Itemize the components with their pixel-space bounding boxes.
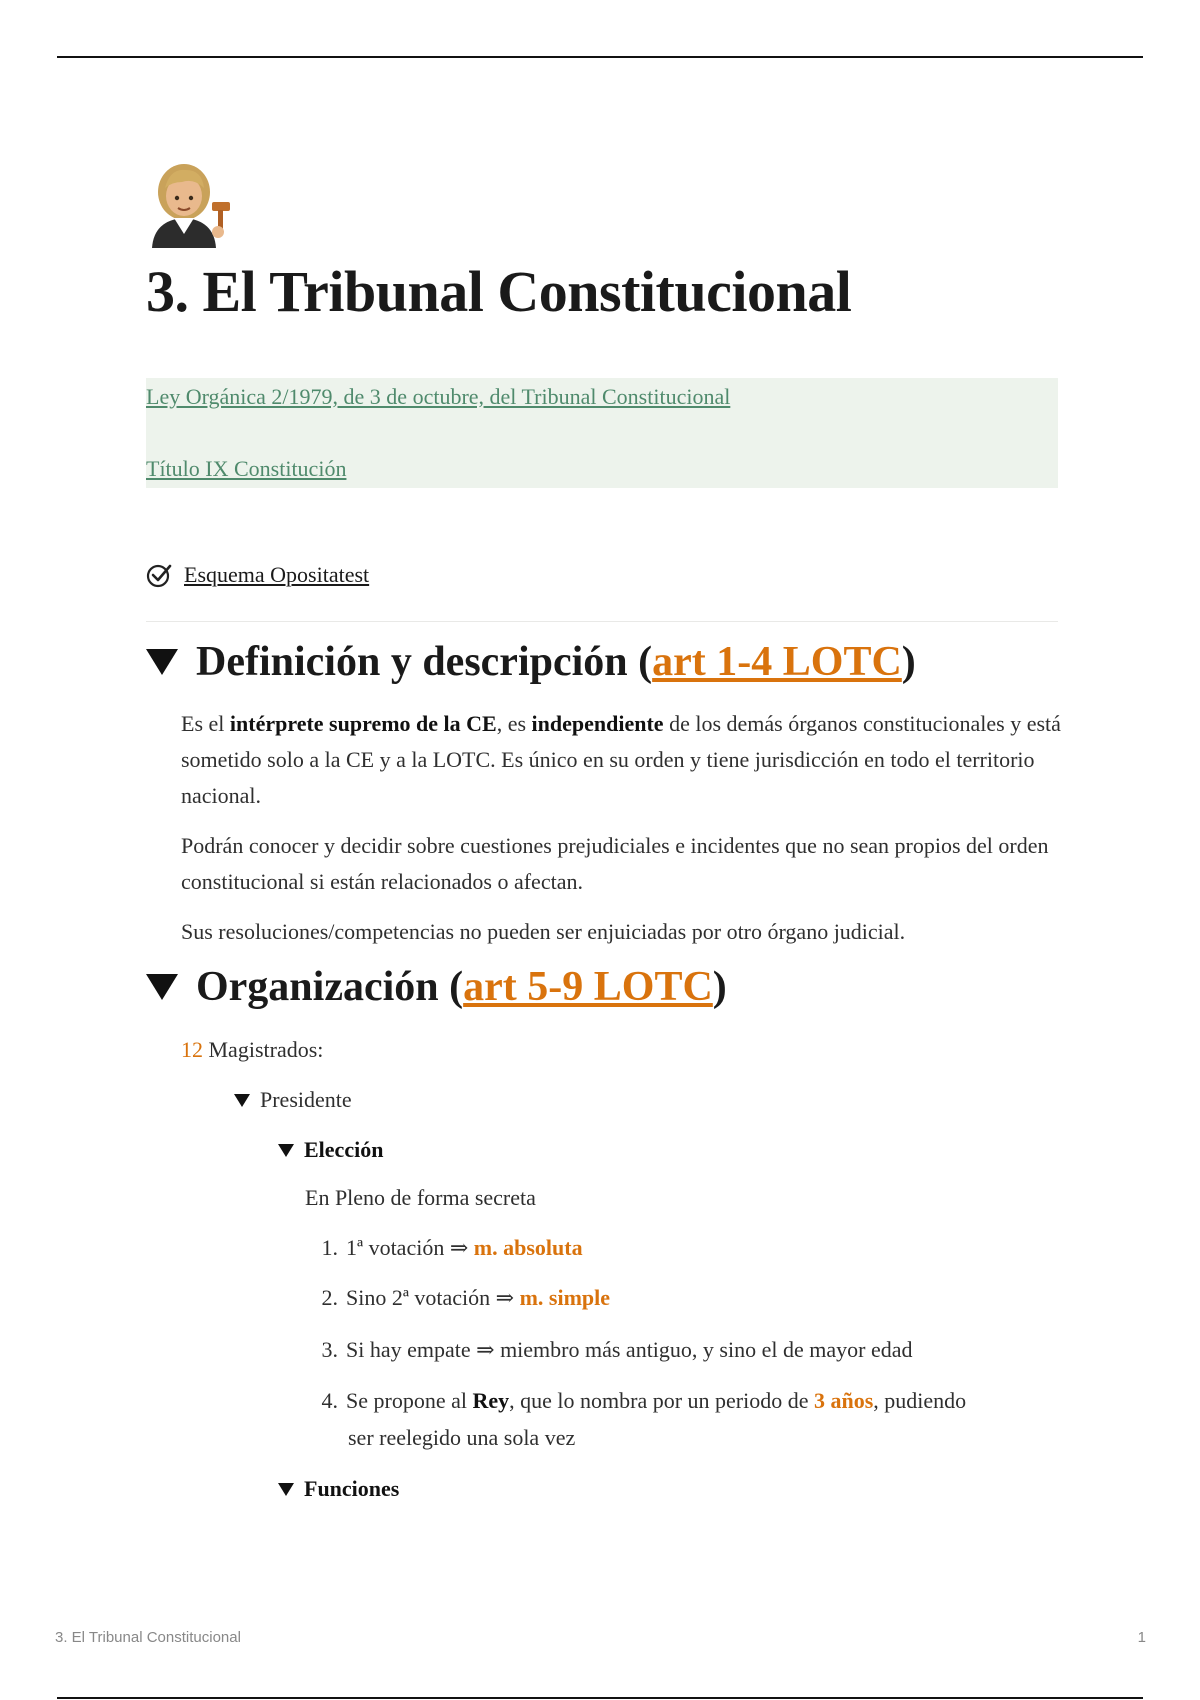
pleno-text: En Pleno de forma secreta bbox=[305, 1185, 536, 1210]
esquema-link[interactable] bbox=[146, 562, 369, 588]
page-title: 3. El Tribunal Constitucional bbox=[146, 259, 852, 324]
titulo-ix-link[interactable]: Título IX Constitución bbox=[146, 456, 347, 481]
footer-title: 3. El Tribunal Constitucional bbox=[55, 1629, 241, 1646]
eleccion-label: Elección bbox=[304, 1137, 384, 1162]
check-circle-icon bbox=[146, 562, 172, 588]
esquema-label: Esquema Opositatest bbox=[184, 562, 370, 587]
definicion-paragraph-2: Podrán conocer y decidir sobre cuestiones prejudiciales e incidentes que no sean propios del orden constitucional si están relacionados o afectan. bbox=[181, 833, 1049, 894]
toggle-triangle-icon[interactable] bbox=[234, 1094, 250, 1107]
heading-close-paren: ) bbox=[901, 639, 916, 685]
section-definicion-heading: Definición y descripción ( bbox=[196, 639, 653, 685]
judge-emoji-icon bbox=[146, 158, 236, 248]
references-callout bbox=[146, 378, 1058, 488]
section-organizacion-heading: Organización ( bbox=[196, 964, 464, 1010]
lotc-law-link[interactable]: Ley Orgánica 2/1979, de 3 de octubre, del Tribunal Constitucional bbox=[146, 384, 731, 409]
definicion-paragraph-1: Es el intérprete supremo de la CE, es independiente de los demás órganos constitucionales y está sometido solo a la CE y a la LOTC. Es único en su orden y tiene jurisdicción en todo el territorio nacional. bbox=[181, 711, 1061, 808]
section-definicion-toggle[interactable] bbox=[146, 638, 916, 686]
list-item: 2. Sino 2ª votación ⇒ m. simple bbox=[321, 1285, 611, 1310]
list-item: 4. Se propone al Rey , que lo nombra por un periodo de 3 años , pudiendo bbox=[321, 1388, 967, 1413]
toggle-triangle-icon[interactable] bbox=[146, 974, 178, 1000]
heading-close-paren: ) bbox=[712, 964, 727, 1010]
list-item-continuation: ser reelegido una sola vez bbox=[348, 1425, 576, 1450]
section-organizacion-toggle[interactable] bbox=[146, 963, 727, 1011]
art-5-9-lotc-link[interactable]: art 5-9 LOTC bbox=[463, 964, 713, 1010]
toggle-triangle-icon[interactable] bbox=[278, 1144, 294, 1157]
art-1-4-lotc-link[interactable]: art 1-4 LOTC bbox=[652, 639, 902, 685]
page-number: 1 bbox=[1137, 1629, 1146, 1646]
divider bbox=[146, 621, 1058, 622]
toggle-triangle-icon[interactable] bbox=[146, 649, 178, 675]
funciones-label: Funciones bbox=[304, 1476, 400, 1501]
presidente-toggle[interactable] bbox=[234, 1087, 352, 1113]
magistrados-count: 12 bbox=[181, 1037, 203, 1062]
magistrados-line bbox=[181, 1037, 323, 1063]
list-item: 1. 1ª votación ⇒ m. absoluta bbox=[321, 1235, 583, 1260]
top-rule bbox=[57, 56, 1143, 58]
toggle-triangle-icon[interactable] bbox=[278, 1483, 294, 1496]
magistrados-label: Magistrados: bbox=[203, 1037, 324, 1062]
eleccion-toggle[interactable] bbox=[278, 1137, 383, 1163]
funciones-toggle[interactable] bbox=[278, 1476, 399, 1502]
list-item: 3. Si hay empate ⇒ miembro más antiguo, y sino el de mayor edad bbox=[321, 1337, 913, 1362]
presidente-label: Presidente bbox=[260, 1087, 352, 1112]
bottom-rule bbox=[57, 1697, 1143, 1699]
definicion-paragraph-3: Sus resoluciones/competencias no pueden ser enjuiciadas por otro órgano judicial. bbox=[181, 919, 906, 944]
